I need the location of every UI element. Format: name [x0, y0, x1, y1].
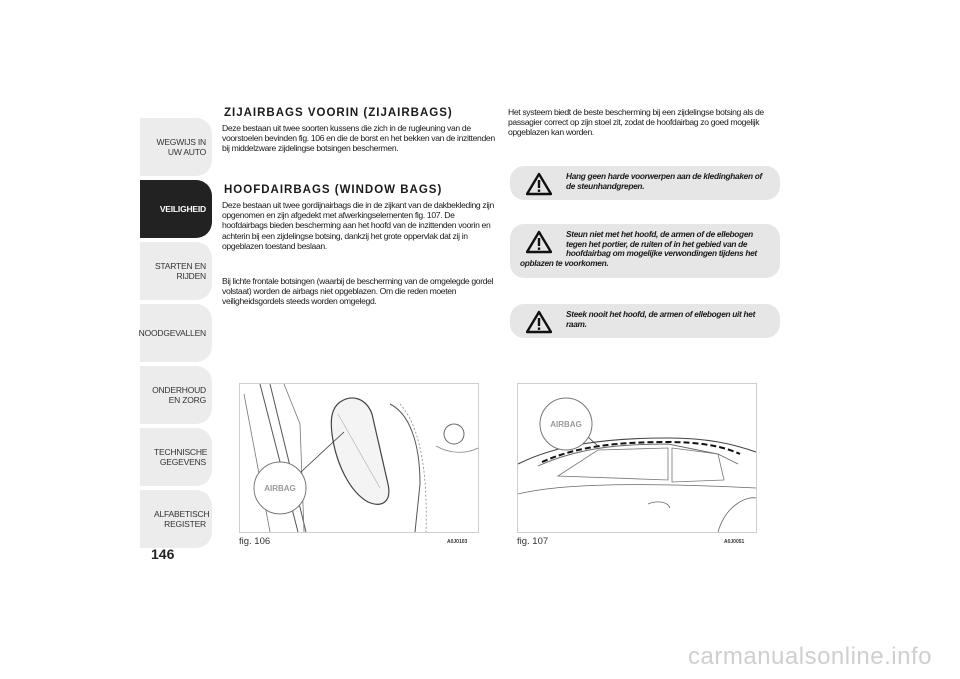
tab-label: WEGWIJS IN UW AUTO	[156, 137, 206, 157]
warning-text: Hang geen harde voorwerpen aan de kledinghaken of de steunhandgrepen.	[566, 171, 762, 191]
airbag-label: AIRBAG	[550, 420, 582, 429]
tab-label: ALFABETISCH REGISTER	[154, 509, 210, 529]
heading-hoofdairbags: HOOFDAIRBAGS (WINDOW BAGS)	[224, 184, 443, 196]
warning-text: Steek nooit het hoofd, de armen of ellebogen uit het raam.	[566, 309, 756, 329]
warning-triangle-icon	[526, 310, 552, 334]
paragraph-frontale-botsingen: Bij lichte frontale botsingen (waarbij de bescherming van de omgelegde gordel volstaat) worden de airbags niet opgeblazen. Om die reden moeten veiligheidsgordels steeds worden omgelegd.	[222, 276, 494, 307]
warning-box-raam	[510, 304, 780, 338]
tab-alfabetisch[interactable]	[140, 490, 212, 548]
airbag-label: AIRBAG	[264, 484, 296, 493]
warning-triangle-icon	[526, 172, 552, 196]
figure-106-code: A0J0103	[447, 539, 468, 545]
warning-box-kledinghaken	[510, 166, 780, 200]
figure-107-code: A0J0051	[724, 539, 745, 545]
paragraph-hoofdairbags: Deze bestaan uit twee gordijnairbags die in de zijkant van de dakbekleding zijn opgenomen en zijn afgedekt met afwerkingselementen fig. 107. De hoofdairbags bieden bescherming aan het hoofd van de inzittenden voorin en achterin bij een zijdelingse botsing, dankzij het grote oppervlak dat zij in opgeblazen toestand beslaan.	[222, 200, 494, 251]
figure-107-caption: fig. 107	[517, 536, 549, 547]
heading-zijairbags: ZIJAIRBAGS VOORIN (ZIJAIRBAGS)	[224, 107, 453, 119]
tab-onderhoud[interactable]	[140, 366, 212, 424]
car-window-airbag-drawing	[518, 384, 756, 532]
tab-label: STARTEN EN RIJDEN	[154, 261, 206, 281]
tab-veiligheid[interactable]	[140, 180, 212, 238]
figure-106-caption: fig. 106	[239, 536, 271, 547]
seat-airbag-drawing	[240, 384, 478, 532]
page-number: 146	[151, 546, 175, 562]
warning-box-hoofd	[510, 224, 780, 278]
paragraph-zijairbags: Deze bestaan uit twee soorten kussens die zich in de rugleuning van de voorstoelen bevinden fig. 106 en die de borst en het bekken van de inzittenden bij middelzware zijdelingse botsingen beschermen.	[222, 123, 495, 154]
watermark-text: carmanualsonline.info	[688, 643, 932, 670]
warning-triangle-icon	[526, 230, 552, 254]
tab-label: TECHNISCHE GEGEVENS	[154, 447, 208, 467]
warning-text: Steun niet met het hoofd, de armen of de ellebogen tegen het portier, de ruiten of in het gebied van de hoofdairbag om mogelijke verwondingen tijdens het	[566, 229, 757, 259]
warning-text-continued: opblazen te voorkomen.	[520, 257, 609, 268]
paragraph-systeem: Het systeem biedt de beste bescherming bij een zijdelingse botsing als de passagier correct op zijn stoel zit, zodat de hoofdairbag zo goed mogelijk opgeblazen kan worden.	[508, 107, 764, 138]
tab-technische[interactable]	[140, 428, 212, 486]
tab-noodgevallen[interactable]	[140, 304, 212, 362]
figure-107-illustration	[517, 383, 757, 533]
tab-label: VEILIGHEID	[159, 204, 206, 214]
tab-wegwijs[interactable]	[140, 118, 212, 176]
tab-label: NOODGEVALLEN	[138, 328, 206, 338]
tab-starten[interactable]	[140, 242, 212, 300]
figure-106-illustration	[239, 383, 479, 533]
tab-label: ONDERHOUD EN ZORG	[152, 385, 206, 405]
